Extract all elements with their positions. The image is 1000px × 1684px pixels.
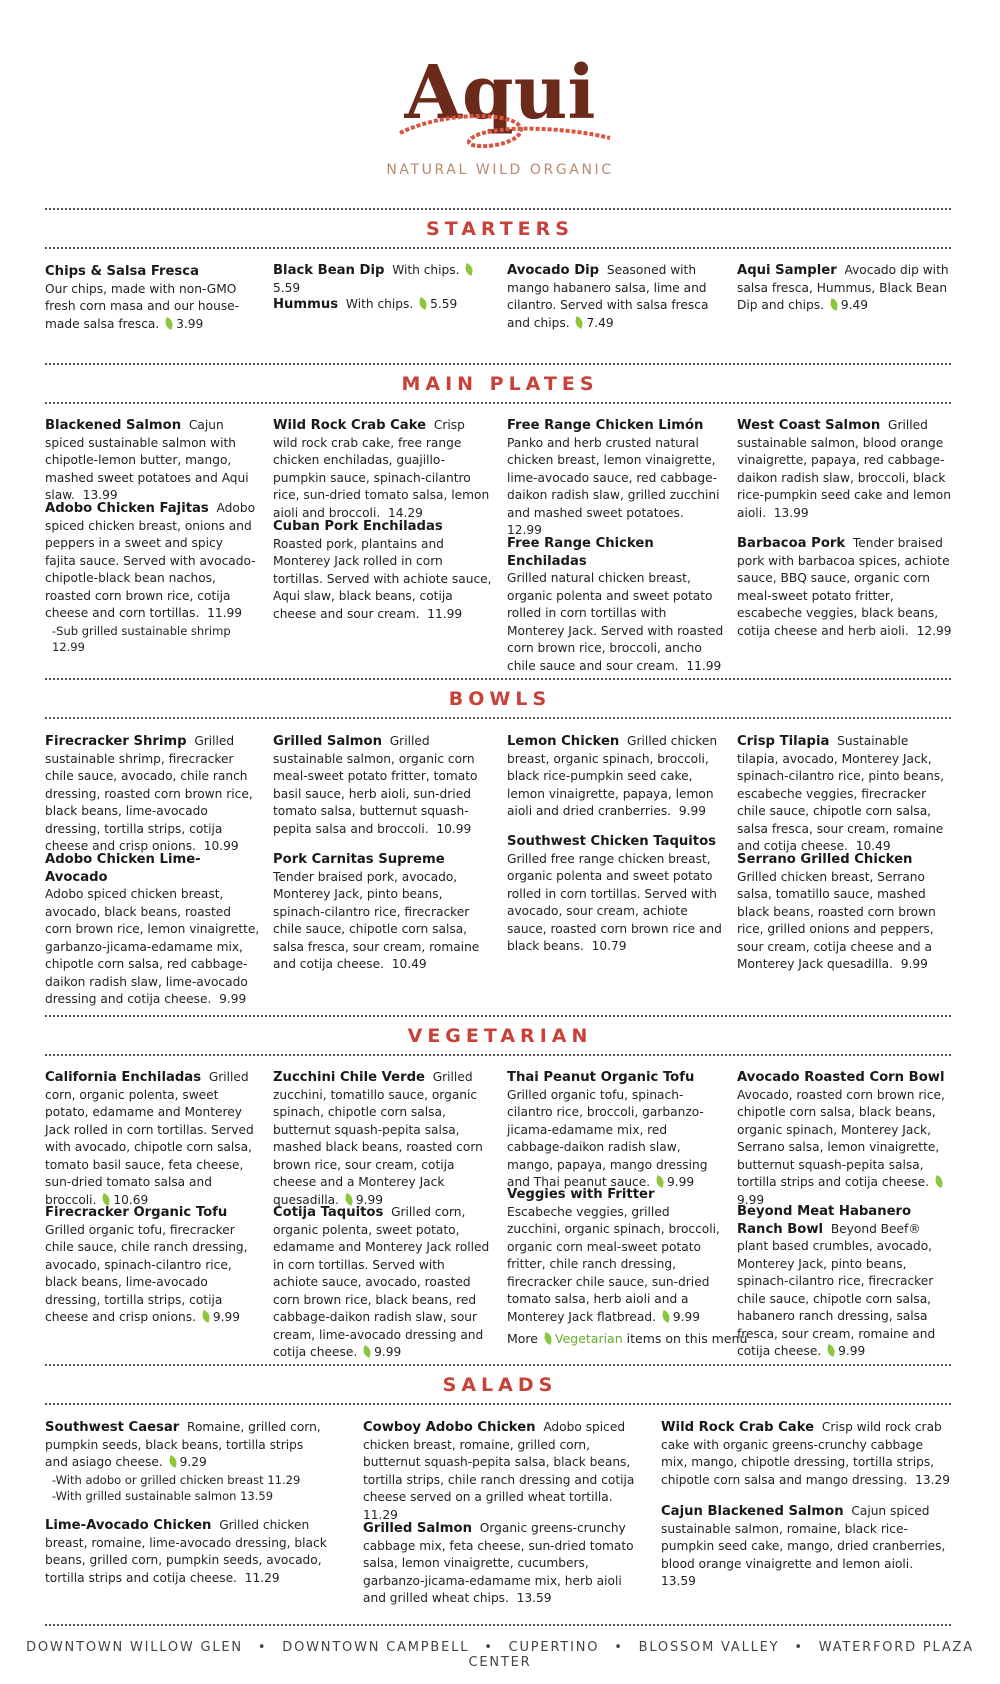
separator: •: [614, 1640, 624, 1655]
menu-item: [273, 296, 488, 314]
logo-text: Aqui: [404, 50, 596, 136]
item-desc: Adobo spiced chicken breast, onions and peppers in a sweet and spicy fajita sauce. Served with avocado-chipotle-black bean nachos, roasted corn brown rice, cotija cheese and corn tortillas.: [45, 501, 256, 620]
item-name: Firecracker Organic Tofu: [45, 1205, 228, 1220]
item-desc: Grilled corn, organic polenta, sweet potato, edamame and Monterey Jack rolled in corn tortillas. Served with achiote sauce, avocado, roasted corn brown rice, black beans, red cabbage-daikon radish slaw, sour cream, lime-avocado dressing and cotija cheese.: [273, 1205, 490, 1359]
item-price: 11.99: [207, 606, 243, 620]
item-desc: Grilled organic tofu, spinach-cilantro rice, broccoli, garbanzo-jicama-edamame mix, red cabbage-daikon radish slaw, mango, papaya, mango dressing and Thai peanut sauce.: [507, 1087, 708, 1189]
menu-item: [507, 733, 725, 821]
item-price: 7.49: [586, 315, 614, 330]
item-price: 13.59: [661, 1574, 696, 1588]
menu-item: [45, 263, 245, 333]
item-desc: Grilled chicken breast, romaine, lime-avocado dressing, black beans, grilled corn, pumpkin seeds, avocado, tortilla strips and cotija cheese.: [45, 1518, 327, 1585]
divider: [45, 678, 951, 680]
item-price: 9.99: [678, 804, 706, 818]
item-name: Free Range Chicken Limón: [507, 418, 704, 433]
menu-item: [737, 262, 952, 315]
menu-item: [737, 851, 952, 974]
item-name: Beyond Meat Habanero Ranch Bowl: [737, 1204, 912, 1237]
divider: [45, 208, 951, 210]
menu-item: [45, 851, 260, 1009]
item-name: Grilled Salmon: [273, 734, 382, 749]
item-name: Lemon Chicken: [507, 734, 620, 749]
item-name: Avocado Dip: [507, 263, 600, 278]
item-price: 11.99: [427, 606, 463, 621]
item-name: Adobo Chicken Fajitas: [45, 501, 209, 516]
item-price: 9.99: [737, 1192, 765, 1207]
item-desc: Grilled zucchini, tomatillo sauce, organic spinach, chipotle corn salsa, butternut squash-pepita salsa, mashed black beans, roasted corn brown rice, sour cream, cotija cheese and a Monterey Jack quesadilla.: [273, 1070, 483, 1207]
item-name: Aqui Sampler: [737, 263, 837, 278]
section-title-salads: SALADS: [442, 1374, 558, 1396]
item-desc: Adobo spiced chicken breast, romaine, grilled corn, butternut squash-pepita salsa, black beans, tortilla strips, chile ranch dressing and cotija cheese served on a grilled wheat tortilla.: [363, 1420, 635, 1504]
vegetarian-leaf-icon: [826, 1344, 837, 1357]
divider: [45, 1015, 951, 1017]
menu-item: [363, 1520, 643, 1608]
item-option: -With grilled sustainable salmon 13.59: [52, 1488, 274, 1503]
divider: [45, 247, 951, 249]
divider: [45, 1403, 951, 1405]
menu-item: [45, 1419, 325, 1504]
item-desc: Grilled free range chicken breast, organic polenta and sweet potato rolled in corn tortillas. Served with avocado, sour cream, achiote sauce, roasted corn brown rice and black beans.: [507, 851, 722, 953]
menu-item: [45, 500, 257, 655]
item-price: 9.29: [179, 1455, 207, 1469]
item-desc: Crisp wild rock crab cake with organic greens-crunchy cabbage mix, mango, chipotle dressing, tortilla strips, chipotle corn salsa and mango dressing.: [661, 1420, 942, 1487]
menu-item: [661, 1419, 953, 1489]
item-name: Hummus: [273, 297, 339, 312]
separator: •: [484, 1640, 494, 1655]
item-price: 5.59: [430, 297, 458, 311]
item-desc: Panko and herb crusted natural chicken breast, lemon vinaigrette, lime-avocado sauce, red cabbage-daikon radish slaw, grilled zucchini and mashed sweet potatoes.: [507, 435, 720, 520]
location: WATERFORD PLAZA CENTER: [468, 1640, 974, 1670]
locations-footer: [0, 1640, 1000, 1670]
item-desc: Grilled sustainable salmon, blood orange vinaigrette, papaya, red cabbage-daikon radish slaw, broccoli, black rice-pumpkin seed cake and lemon aioli.: [737, 418, 951, 520]
item-price: 13.29: [915, 1472, 950, 1487]
item-price: 9.99: [374, 1345, 402, 1359]
item-price: 11.99: [686, 658, 722, 673]
item-desc: Grilled chicken breast, Serrano salsa, tomatillo sauce, mashed black beans, roasted corn brown rice, grilled onions and peppers, sour cream, cotija cheese and a Monterey Jack quesadilla.: [737, 869, 936, 971]
vegetarian-leaf-icon: [167, 1455, 178, 1468]
menu-item: [737, 1203, 952, 1361]
item-price: 13.99: [773, 505, 809, 520]
item-name: Cuban Pork Enchiladas: [273, 519, 443, 534]
menu-item: [737, 1069, 952, 1209]
item-price: 12.99: [507, 523, 542, 537]
item-desc: Grilled sustainable salmon, organic corn meal-sweet potato fritter, tomato basil sauce, herb aioli, sun-dried tomato salsa, butternut squash-pepita salsa and broccoli.: [273, 734, 478, 836]
menu-item: [737, 733, 952, 856]
menu-item: [273, 518, 493, 623]
item-price: 9.99: [672, 1309, 700, 1324]
item-desc: Cajun spiced sustainable salmon with chipotle-lemon butter, mango, mashed sweet potatoes and Aqui slaw.: [45, 418, 249, 502]
item-price: 10.99: [203, 839, 239, 853]
vegetarian-leaf-icon: [464, 263, 475, 276]
item-name: West Coast Salmon: [737, 418, 881, 433]
item-desc: Beyond Beef® plant based crumbles, avocado, Monterey Jack, pinto beans, spinach-cilantro rice, firecracker chile sauce, chipotle corn salsa, habanero ranch dressing, salsa fresca, sour cream, romaine and cotija cheese.: [737, 1221, 936, 1358]
item-price: 9.99: [838, 1344, 866, 1358]
vegetarian-leaf-icon: [829, 298, 840, 311]
more-prefix: More: [507, 1331, 538, 1346]
item-price: 13.59: [516, 1591, 552, 1605]
item-price: 9.99: [355, 1192, 384, 1207]
menu-item: [507, 1186, 725, 1326]
menu-item: [363, 1419, 643, 1524]
menu-item: [507, 833, 725, 956]
menu-item: [273, 1069, 493, 1209]
menu-item: [737, 535, 952, 640]
item-desc: Tender braised pork with barbacoa spices, achiote sauce, BBQ sauce, organic corn meal-sweet potato fritter, escabeche veggies, black beans, cotija cheese and herb aioli.: [737, 536, 950, 638]
item-name: Free Range Chicken Enchiladas: [507, 536, 654, 569]
menu-item: [661, 1503, 953, 1591]
item-name: Cajun Blackened Salmon: [661, 1504, 844, 1519]
item-desc: Avocado, roasted corn brown rice, chipotle corn salsa, black beans, organic spinach, Monterey Jack, Serrano salsa, lemon vinaigrette, butternut squash-pepita salsa, tortilla strips and cotija cheese.: [737, 1087, 945, 1189]
menu-item: [507, 417, 725, 540]
item-desc: Grilled sustainable shrimp, firecracker chile sauce, avocado, chile ranch dressing, roasted corn brown rice, black beans, lime-avocado dressing, tortilla strips, cotija cheese and crisp onions.: [45, 734, 253, 853]
vegetarian-leaf-icon: [362, 1345, 373, 1358]
vegetarian-leaf-icon: [661, 1310, 672, 1323]
item-price: 9.99: [219, 992, 247, 1006]
more-veg-label: Vegetarian: [554, 1331, 623, 1346]
item-desc: With chips.: [345, 297, 414, 311]
item-desc: Tender braised pork, avocado, Monterey Jack, pinto beans, spinach-cilantro rice, firecracker chile sauce, chipotle corn salsa, salsa fresca, sour cream, romaine and cotija cheese.: [273, 869, 480, 971]
item-name: Grilled Salmon: [363, 1521, 472, 1536]
item-desc: Organic greens-crunchy cabbage mix, feta cheese, sun-dried tomato salsa, lemon vinaigrette, cucumbers, garbanzo-jicama-edamame mix, herb aioli and grilled wheat chips.: [363, 1521, 634, 1605]
item-desc: Grilled organic tofu, firecracker chile sauce, chile ranch dressing, avocado, spinach-cilantro rice, black beans, lime-avocado dressing, tortilla strips, cotija cheese and crisp onions.: [45, 1222, 248, 1324]
item-name: Cotija Taquitos: [273, 1205, 384, 1220]
menu-item: [273, 851, 493, 974]
item-desc: Grilled corn, organic polenta, sweet potato, edamame and Monterey Jack rolled in corn tortillas. Served with avocado, chipotle corn salsa, tomato basil sauce, feta cheese, sun-dried tomato salsa and broccoli.: [45, 1070, 254, 1207]
menu-item: [737, 417, 952, 522]
item-price: 10.69: [113, 1192, 149, 1207]
item-name: Adobo Chicken Lime-Avocado: [45, 852, 201, 885]
item-name: Blackened Salmon: [45, 418, 182, 433]
vegetarian-leaf-icon: [934, 1175, 945, 1188]
tagline: NATURAL WILD ORGANIC: [386, 162, 614, 178]
vegetarian-leaf-icon: [418, 297, 429, 310]
item-price: 9.99: [212, 1310, 240, 1324]
menu-item: [507, 535, 725, 675]
item-price: 5.59: [273, 280, 301, 295]
location: DOWNTOWN WILLOW GLEN: [26, 1640, 243, 1655]
more-vegetarian-note: [507, 1331, 747, 1346]
separator: •: [794, 1640, 804, 1655]
menu-item: [45, 1204, 260, 1327]
item-name: Wild Rock Crab Cake: [661, 1420, 815, 1435]
item-price: 10.49: [391, 957, 427, 971]
item-price: 10.49: [855, 839, 891, 853]
item-desc: Crisp wild rock crab cake, free range chicken enchiladas, guajillo-pumpkin sauce, spinach-cilantro rice, sun-dried tomato salsa, lemon aioli and broccoli.: [273, 418, 490, 520]
item-name: Crisp Tilapia: [737, 734, 830, 749]
item-price: 11.29: [363, 1507, 398, 1522]
vegetarian-leaf-icon: [164, 317, 175, 330]
item-name: Firecracker Shrimp: [45, 734, 187, 749]
more-suffix: items on this menu: [626, 1331, 748, 1346]
section-title-vegetarian: VEGETARIAN: [407, 1025, 593, 1047]
menu-item: [273, 417, 493, 522]
menu-item: [45, 1517, 345, 1587]
item-desc: With chips.: [392, 263, 460, 277]
item-name: Veggies with Fritter: [507, 1187, 655, 1202]
item-desc: Roasted pork, plantains and Monterey Jack rolled in corn tortillas. Served with achiote sauce, Aqui slaw, black beans, cotija cheese and sour cream.: [273, 536, 492, 621]
item-price: 9.99: [900, 957, 928, 971]
item-desc: Adobo spiced chicken breast, avocado, black beans, roasted corn brown rice, lemon vinaigrette, garbanzo-jicama-edamame mix, chipotle corn salsa, red cabbage-daikon radish slaw, lime-avocado dressing and cotija cheese.: [45, 887, 260, 1006]
item-name: Avocado Roasted Corn Bowl: [737, 1070, 945, 1085]
section-title-starters: STARTERS: [426, 218, 574, 240]
section-title-main-plates: MAIN PLATES: [401, 373, 599, 395]
location: BLOSSOM VALLEY: [638, 1640, 780, 1655]
item-name: Black Bean Dip: [273, 263, 385, 278]
location: CUPERTINO: [508, 1640, 600, 1655]
item-option: -With adobo or grilled chicken breast 11.29: [52, 1472, 301, 1487]
item-desc: Avocado dip with salsa fresca, Hummus, Black Bean Dip and chips.: [737, 263, 949, 312]
item-name: Thai Peanut Organic Tofu: [507, 1070, 695, 1085]
item-desc: Escabeche veggies, grilled zucchini, organic spinach, broccoli, organic corn meal-sweet potato fritter, chile ranch dressing, firecracker chile sauce, sun-dried tomato salsa, herb aioli and a Monterey Jack flatbread.: [507, 1204, 720, 1324]
divider: [45, 402, 951, 404]
divider: [45, 1054, 951, 1056]
menu-item: [45, 1069, 260, 1209]
divider: [45, 717, 951, 719]
separator: •: [257, 1640, 268, 1655]
menu-item: [507, 1069, 725, 1192]
item-name: Pork Carnitas Supreme: [273, 852, 445, 867]
item-desc: Cajun spiced sustainable salmon, romaine, black rice-pumpkin seed cake, mango, dried cranberries, blood orange vinaigrette and lemon aioli.: [661, 1504, 946, 1571]
item-price: 12.99: [916, 623, 952, 638]
location: DOWNTOWN CAMPBELL: [282, 1640, 470, 1655]
item-option: -Sub grilled sustainable shrimp 12.99: [52, 623, 231, 654]
item-desc: Romaine, grilled corn, pumpkin seeds, black beans, tortilla strips and asiago cheese.: [45, 1420, 321, 1469]
menu-item: [45, 417, 257, 505]
vegetarian-leaf-icon: [201, 1310, 212, 1323]
divider: [45, 1624, 951, 1626]
item-desc: Grilled chicken breast, organic spinach, broccoli, black rice-pumpkin seed cake, lemon vinaigrette, papaya, lemon aioli and dried cranberries.: [507, 734, 718, 818]
item-name: Barbacoa Pork: [737, 536, 846, 551]
item-name: Southwest Caesar: [45, 1420, 180, 1435]
item-price: 11.29: [244, 1570, 280, 1585]
item-name: Cowboy Adobo Chicken: [363, 1420, 536, 1435]
item-price: 3.99: [176, 316, 204, 331]
item-desc: Sustainable tilapia, avocado, Monterey Jack, spinach-cilantro rice, pinto beans, escabeche veggies, firecracker chile sauce, chipotle corn salsa, salsa fresca, sour cream, romaine and cotija cheese.: [737, 734, 944, 853]
item-name: Chips & Salsa Fresca: [45, 264, 199, 279]
item-name: Serrano Grilled Chicken: [737, 852, 913, 867]
item-price: 10.99: [436, 821, 472, 836]
item-name: Zucchini Chile Verde: [273, 1070, 425, 1085]
item-desc: Grilled natural chicken breast, organic polenta and sweet potato rolled in corn tortillas with Monterey Jack. Served with roasted corn brown rice, broccoli, ancho chile sauce and sour cream.: [507, 571, 724, 673]
menu-item: [507, 262, 717, 332]
item-desc: Our chips, made with non-GMO fresh corn masa and our house-made salsa fresca.: [45, 281, 240, 331]
divider: [45, 1364, 951, 1366]
item-price: 14.29: [387, 505, 423, 520]
item-price: 13.99: [82, 488, 118, 502]
menu-item: [45, 733, 260, 856]
vegetarian-leaf-icon: [574, 316, 585, 329]
menu-item: [273, 1204, 493, 1362]
item-desc: Seasoned with mango habanero salsa, lime and cilantro. Served with salsa fresca and chips.: [507, 263, 709, 330]
item-price: 9.99: [667, 1175, 695, 1189]
section-title-bowls: BOWLS: [448, 688, 552, 710]
item-price: 9.49: [840, 298, 868, 312]
menu-item: [273, 262, 488, 297]
item-name: California Enchiladas: [45, 1070, 202, 1085]
menu-item: [273, 733, 493, 838]
vegetarian-leaf-icon: [543, 1332, 554, 1345]
item-name: Lime-Avocado Chicken: [45, 1518, 212, 1533]
divider: [45, 363, 951, 365]
item-name: Southwest Chicken Taquitos: [507, 834, 717, 849]
item-price: 10.79: [591, 939, 627, 953]
item-name: Wild Rock Crab Cake: [273, 418, 427, 433]
